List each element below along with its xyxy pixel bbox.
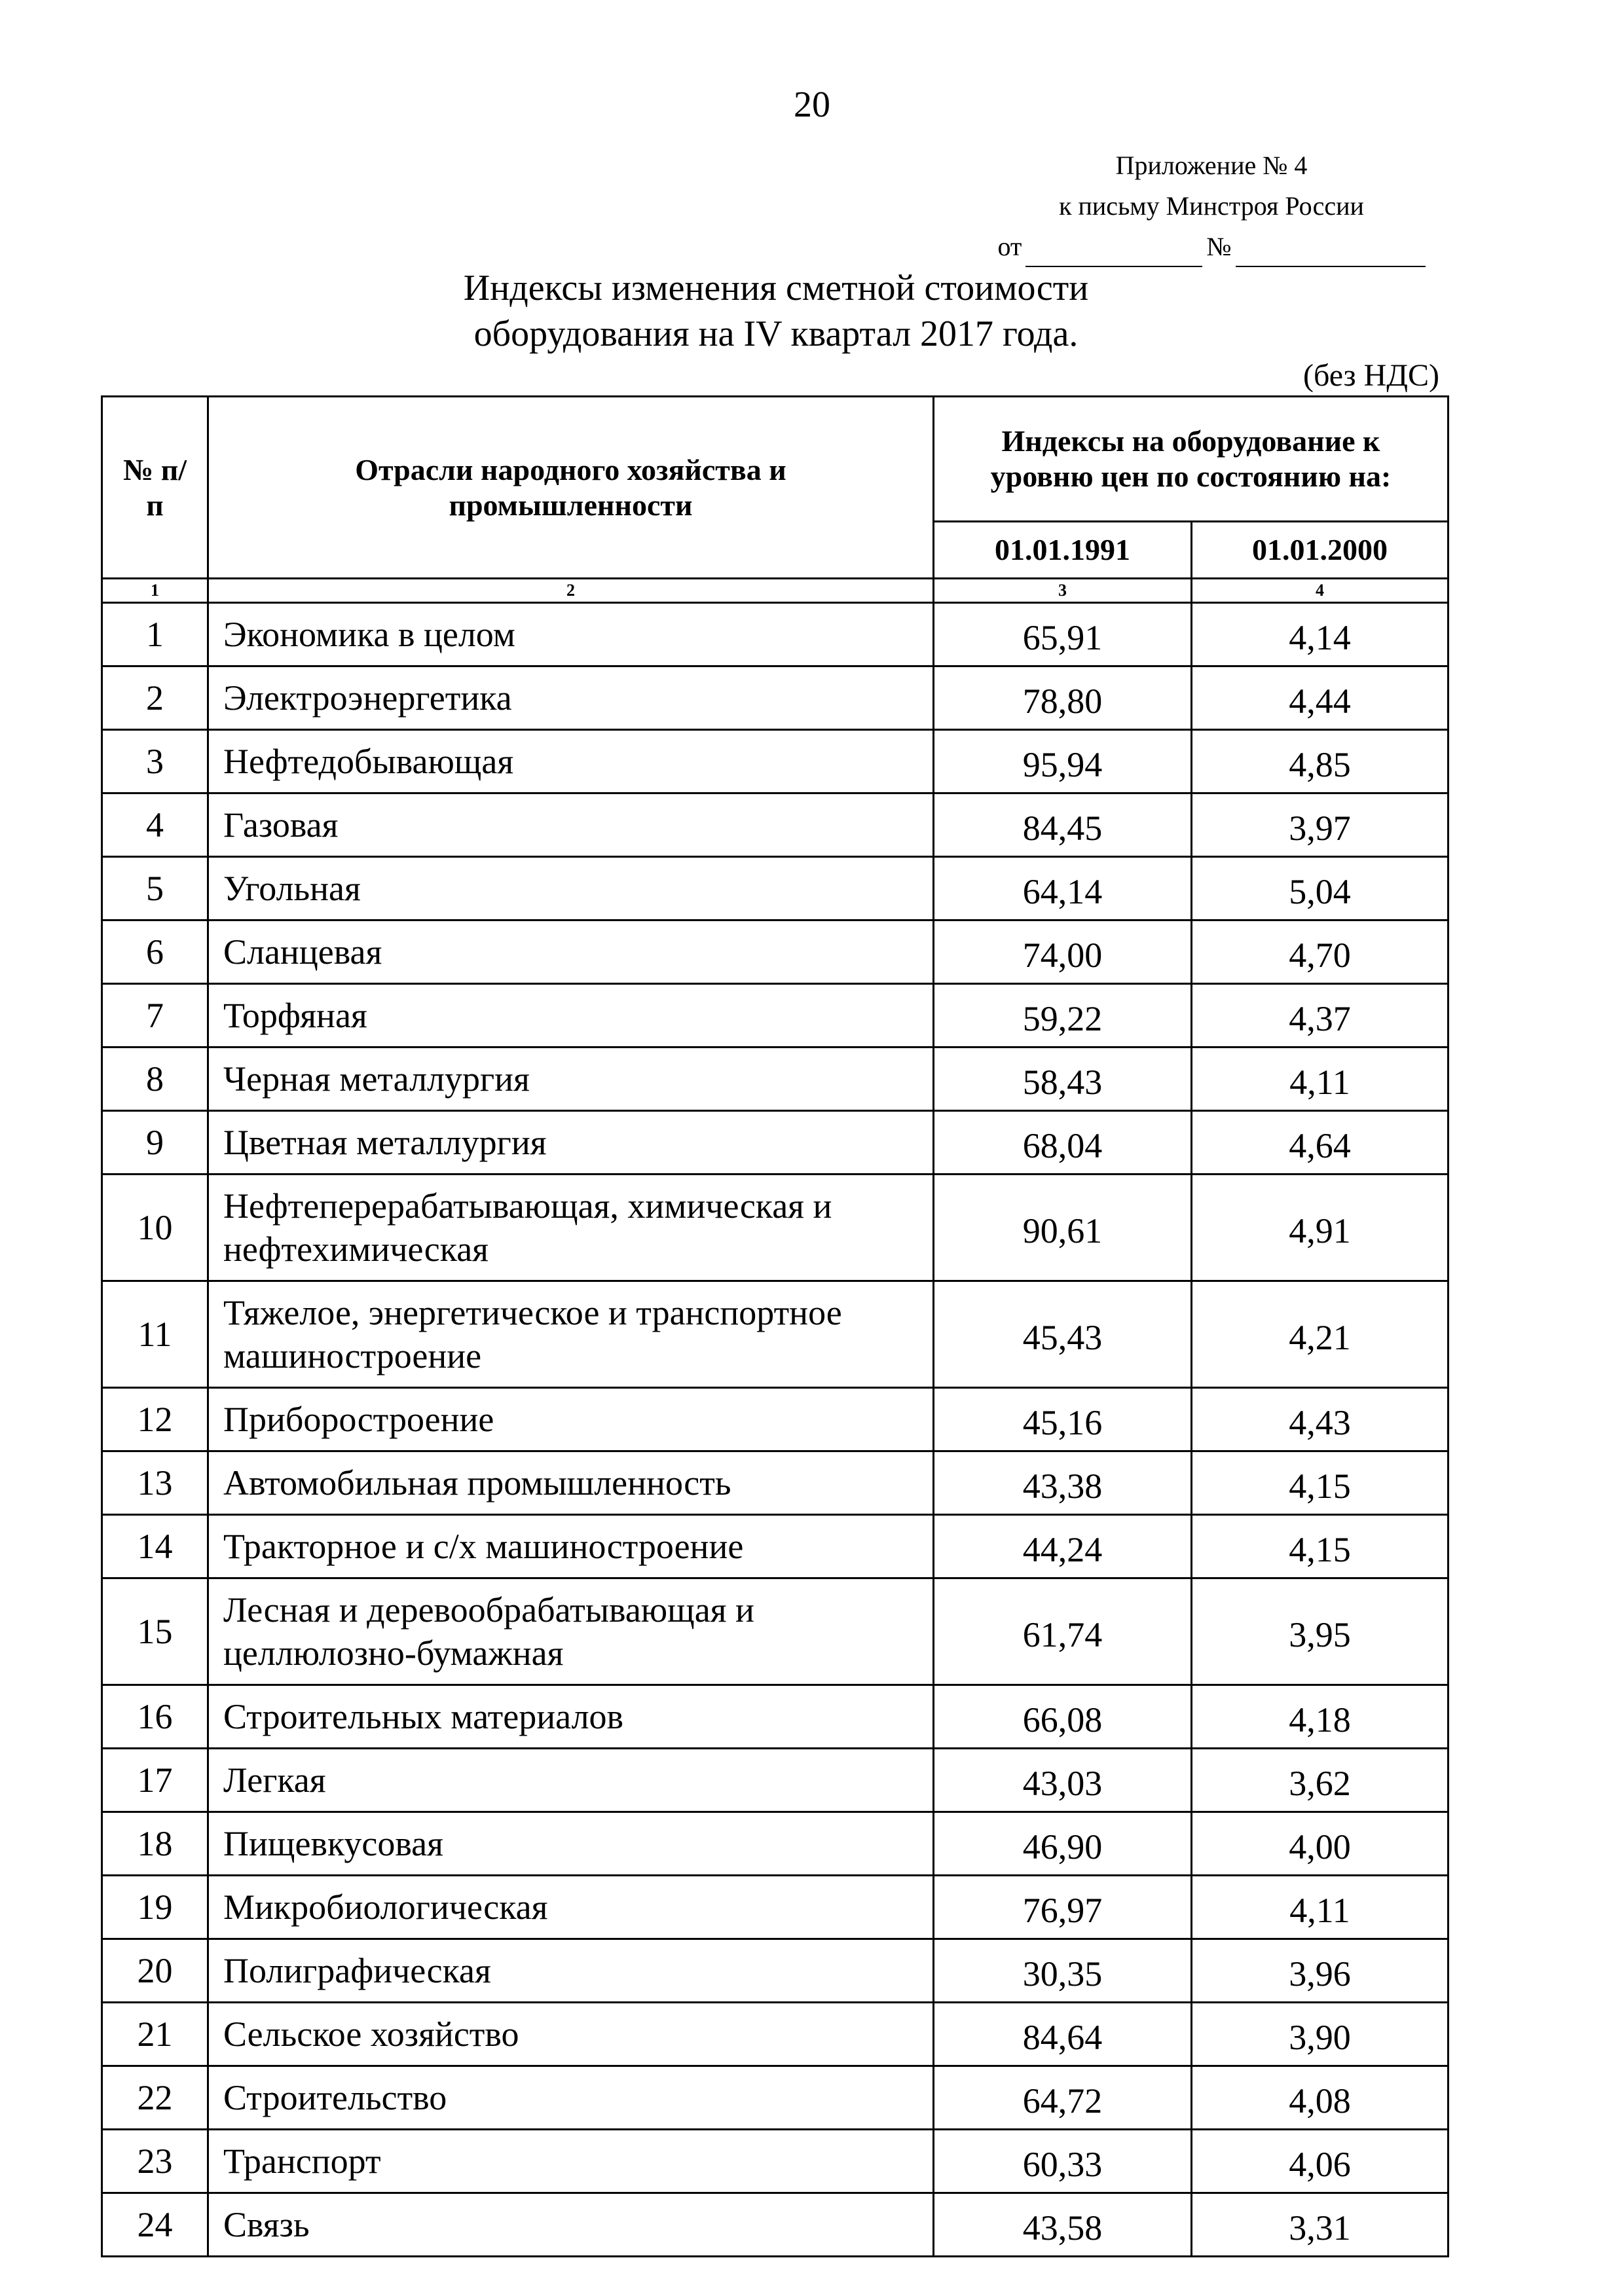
table-row bbox=[102, 1515, 1449, 1578]
table-row bbox=[102, 730, 1449, 793]
table-row bbox=[102, 1939, 1449, 2003]
row-number: 2 bbox=[102, 666, 208, 730]
index-2000: 4,44 bbox=[1192, 666, 1449, 730]
header-indices: Индексы на оборудование к уровню цен по состоянию на: bbox=[934, 397, 1449, 522]
row-number: 6 bbox=[102, 920, 208, 984]
index-1991: 60,33 bbox=[934, 2130, 1192, 2193]
from-label: от bbox=[997, 232, 1022, 261]
sector-name: Сельское хозяйство bbox=[208, 2003, 934, 2066]
sector-name: Торфяная bbox=[208, 984, 934, 1048]
sector-name: Цветная металлургия bbox=[208, 1111, 934, 1175]
sector-name: Приборостроение bbox=[208, 1388, 934, 1451]
index-2000: 3,96 bbox=[1192, 1939, 1449, 2003]
table-row bbox=[102, 603, 1449, 666]
index-1991: 78,80 bbox=[934, 666, 1192, 730]
index-1991: 30,35 bbox=[934, 1939, 1192, 2003]
sector-name: Экономика в целом bbox=[208, 603, 934, 666]
indices-table bbox=[101, 395, 1449, 2257]
index-1991: 45,16 bbox=[934, 1388, 1192, 1451]
table-row bbox=[102, 666, 1449, 730]
table-row bbox=[102, 1281, 1449, 1388]
number-blank bbox=[1236, 237, 1426, 267]
row-number: 20 bbox=[102, 1939, 208, 2003]
table-row bbox=[102, 1388, 1449, 1451]
title-line-2: оборудования на IV квартал 2017 года. bbox=[473, 314, 1079, 354]
table-row bbox=[102, 857, 1449, 920]
table-row bbox=[102, 2193, 1449, 2257]
sector-name: Полиграфическая bbox=[208, 1939, 934, 2003]
header-num: № п/п bbox=[102, 397, 208, 579]
index-1991: 84,64 bbox=[934, 2003, 1192, 2066]
index-1991: 65,91 bbox=[934, 603, 1192, 666]
index-2000: 4,21 bbox=[1192, 1281, 1449, 1388]
index-2000: 4,18 bbox=[1192, 1685, 1449, 1749]
table-row bbox=[102, 920, 1449, 984]
table-row bbox=[102, 1175, 1449, 1281]
page-number: 20 bbox=[794, 84, 830, 125]
index-1991: 95,94 bbox=[934, 730, 1192, 793]
index-1991: 44,24 bbox=[934, 1515, 1192, 1578]
index-2000: 4,14 bbox=[1192, 603, 1449, 666]
document-title bbox=[327, 265, 1225, 357]
row-number: 24 bbox=[102, 2193, 208, 2257]
row-number: 11 bbox=[102, 1281, 208, 1388]
index-2000: 3,31 bbox=[1192, 2193, 1449, 2257]
table-row bbox=[102, 1111, 1449, 1175]
index-1991: 61,74 bbox=[934, 1578, 1192, 1685]
row-number: 12 bbox=[102, 1388, 208, 1451]
row-number: 23 bbox=[102, 2130, 208, 2193]
title-line-1: Индексы изменения сметной стоимости bbox=[463, 268, 1089, 308]
sector-name: Связь bbox=[208, 2193, 934, 2257]
row-number: 14 bbox=[102, 1515, 208, 1578]
table-row bbox=[102, 1876, 1449, 1939]
table-row bbox=[102, 2066, 1449, 2130]
index-2000: 4,11 bbox=[1192, 1048, 1449, 1111]
appendix-date-number-line bbox=[982, 227, 1441, 267]
index-2000: 4,85 bbox=[1192, 730, 1449, 793]
index-2000: 5,04 bbox=[1192, 857, 1449, 920]
index-1991: 68,04 bbox=[934, 1111, 1192, 1175]
row-number: 15 bbox=[102, 1578, 208, 1685]
index-1991: 43,58 bbox=[934, 2193, 1192, 2257]
index-2000: 4,70 bbox=[1192, 920, 1449, 984]
row-number: 4 bbox=[102, 793, 208, 857]
index-1991: 43,38 bbox=[934, 1451, 1192, 1515]
header-date-2000: 01.01.2000 bbox=[1192, 522, 1449, 579]
sector-name: Микробиологическая bbox=[208, 1876, 934, 1939]
table-row bbox=[102, 2130, 1449, 2193]
row-number: 1 bbox=[102, 603, 208, 666]
index-2000: 4,64 bbox=[1192, 1111, 1449, 1175]
row-number: 22 bbox=[102, 2066, 208, 2130]
column-number: 1 bbox=[102, 579, 208, 603]
table-row bbox=[102, 1685, 1449, 1749]
row-number: 7 bbox=[102, 984, 208, 1048]
row-number: 5 bbox=[102, 857, 208, 920]
row-number: 19 bbox=[102, 1876, 208, 1939]
index-2000: 4,15 bbox=[1192, 1515, 1449, 1578]
index-1991: 76,97 bbox=[934, 1876, 1192, 1939]
row-number: 9 bbox=[102, 1111, 208, 1175]
sector-name: Угольная bbox=[208, 857, 934, 920]
sector-name: Газовая bbox=[208, 793, 934, 857]
index-2000: 3,90 bbox=[1192, 2003, 1449, 2066]
sector-name: Транспорт bbox=[208, 2130, 934, 2193]
table-row bbox=[102, 1812, 1449, 1876]
index-1991: 64,72 bbox=[934, 2066, 1192, 2130]
header-date-1991: 01.01.1991 bbox=[934, 522, 1192, 579]
index-1991: 58,43 bbox=[934, 1048, 1192, 1111]
index-1991: 46,90 bbox=[934, 1812, 1192, 1876]
index-2000: 3,95 bbox=[1192, 1578, 1449, 1685]
row-number: 10 bbox=[102, 1175, 208, 1281]
sector-name: Нефтеперерабатывающая, химическая и нефтехимическая bbox=[208, 1175, 934, 1281]
index-1991: 74,00 bbox=[934, 920, 1192, 984]
sector-name: Тяжелое, энергетическое и транспортное машиностроение bbox=[208, 1281, 934, 1388]
table-row bbox=[102, 1451, 1449, 1515]
appendix-reference: к письму Минстроя России bbox=[1059, 191, 1364, 221]
index-2000: 4,15 bbox=[1192, 1451, 1449, 1515]
appendix-title: Приложение № 4 bbox=[1115, 151, 1308, 180]
index-2000: 4,91 bbox=[1192, 1175, 1449, 1281]
row-number: 16 bbox=[102, 1685, 208, 1749]
index-1991: 45,43 bbox=[934, 1281, 1192, 1388]
row-number: 3 bbox=[102, 730, 208, 793]
date-blank bbox=[1025, 237, 1202, 267]
index-2000: 4,43 bbox=[1192, 1388, 1449, 1451]
sector-name: Нефтедобывающая bbox=[208, 730, 934, 793]
appendix-block bbox=[982, 145, 1441, 267]
index-1991: 66,08 bbox=[934, 1685, 1192, 1749]
index-1991: 90,61 bbox=[934, 1175, 1192, 1281]
index-1991: 84,45 bbox=[934, 793, 1192, 857]
row-number: 18 bbox=[102, 1812, 208, 1876]
index-2000: 4,00 bbox=[1192, 1812, 1449, 1876]
number-label: № bbox=[1206, 232, 1232, 261]
table-body bbox=[102, 603, 1449, 2257]
table-row bbox=[102, 1048, 1449, 1111]
index-2000: 4,37 bbox=[1192, 984, 1449, 1048]
sector-name: Лесная и деревообрабатывающая и целлюлозно-бумажная bbox=[208, 1578, 934, 1685]
table-row bbox=[102, 984, 1449, 1048]
row-number: 17 bbox=[102, 1749, 208, 1812]
index-2000: 4,11 bbox=[1192, 1876, 1449, 1939]
header-sector: Отрасли народного хозяйства и промышленности bbox=[208, 397, 934, 579]
index-2000: 3,62 bbox=[1192, 1749, 1449, 1812]
sector-name: Электроэнергетика bbox=[208, 666, 934, 730]
table-row bbox=[102, 793, 1449, 857]
index-1991: 59,22 bbox=[934, 984, 1192, 1048]
row-number: 13 bbox=[102, 1451, 208, 1515]
index-2000: 3,97 bbox=[1192, 793, 1449, 857]
column-number: 3 bbox=[934, 579, 1192, 603]
sector-name: Автомобильная промышленность bbox=[208, 1451, 934, 1515]
index-1991: 64,14 bbox=[934, 857, 1192, 920]
sector-name: Легкая bbox=[208, 1749, 934, 1812]
table-row bbox=[102, 1578, 1449, 1685]
sector-name: Тракторное и с/х машиностроение bbox=[208, 1515, 934, 1578]
row-number: 8 bbox=[102, 1048, 208, 1111]
sector-name: Строительство bbox=[208, 2066, 934, 2130]
table-row bbox=[102, 2003, 1449, 2066]
sector-name: Строительных материалов bbox=[208, 1685, 934, 1749]
row-number: 21 bbox=[102, 2003, 208, 2066]
sector-name: Пищевкусовая bbox=[208, 1812, 934, 1876]
unit-note: (без НДС) bbox=[1302, 358, 1439, 393]
index-2000: 4,08 bbox=[1192, 2066, 1449, 2130]
index-1991: 43,03 bbox=[934, 1749, 1192, 1812]
sector-name: Сланцевая bbox=[208, 920, 934, 984]
sector-name: Черная металлургия bbox=[208, 1048, 934, 1111]
column-number: 2 bbox=[208, 579, 934, 603]
column-number: 4 bbox=[1192, 579, 1449, 603]
index-2000: 4,06 bbox=[1192, 2130, 1449, 2193]
table-row bbox=[102, 1749, 1449, 1812]
